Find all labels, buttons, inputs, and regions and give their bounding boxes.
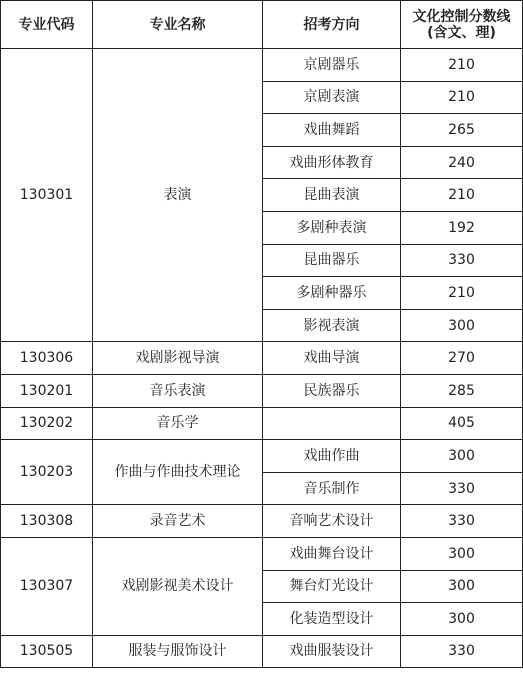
score-cell: 330 [401, 635, 523, 668]
direction-cell: 戏曲形体教育 [263, 146, 401, 179]
direction-cell [263, 407, 401, 440]
direction-cell: 戏曲服装设计 [263, 635, 401, 668]
header-score-line2: (含文、理) [427, 24, 496, 41]
table-row [1, 537, 523, 570]
direction-cell: 京剧器乐 [263, 49, 401, 82]
direction-cell: 戏曲舞蹈 [263, 114, 401, 147]
header-score-line1: 文化控制分数线 [412, 8, 511, 25]
major-code-cell: 130201 [1, 374, 93, 407]
major-code-cell: 130301 [1, 49, 93, 342]
major-name-cell: 音乐表演 [93, 374, 263, 407]
major-code-cell: 130203 [1, 440, 93, 505]
direction-cell: 多剧种表演 [263, 211, 401, 244]
header-name: 专业名称 [93, 1, 263, 49]
table-header-row [1, 1, 523, 49]
table-row [1, 49, 523, 82]
score-cell: 300 [401, 537, 523, 570]
table-row [1, 374, 523, 407]
header-code: 专业代码 [1, 1, 93, 49]
score-cell: 300 [401, 440, 523, 473]
score-cell: 192 [401, 211, 523, 244]
score-cell: 240 [401, 146, 523, 179]
direction-cell: 化装造型设计 [263, 603, 401, 636]
score-cell: 300 [401, 603, 523, 636]
score-cell: 210 [401, 277, 523, 310]
direction-cell: 戏曲作曲 [263, 440, 401, 473]
direction-cell: 昆曲器乐 [263, 244, 401, 277]
direction-cell: 音乐制作 [263, 472, 401, 505]
major-name-cell: 录音艺术 [93, 505, 263, 538]
major-name-cell: 服装与服饰设计 [93, 635, 263, 668]
score-cell: 300 [401, 570, 523, 603]
score-cell: 330 [401, 472, 523, 505]
direction-cell: 多剧种器乐 [263, 277, 401, 310]
direction-cell: 戏曲导演 [263, 342, 401, 375]
score-cell: 210 [401, 81, 523, 114]
major-name-cell: 戏剧影视美术设计 [93, 537, 263, 635]
major-code-cell: 130505 [1, 635, 93, 668]
direction-cell: 影视表演 [263, 309, 401, 342]
direction-cell: 舞台灯光设计 [263, 570, 401, 603]
score-cell: 330 [401, 505, 523, 538]
major-code-cell: 130202 [1, 407, 93, 440]
table-row [1, 342, 523, 375]
table-row [1, 635, 523, 668]
table-row [1, 407, 523, 440]
table-body [1, 49, 523, 668]
major-name-cell: 音乐学 [93, 407, 263, 440]
table-row [1, 505, 523, 538]
header-score [401, 1, 523, 49]
major-code-cell: 130308 [1, 505, 93, 538]
score-cell: 285 [401, 374, 523, 407]
major-code-cell: 130306 [1, 342, 93, 375]
score-cell: 270 [401, 342, 523, 375]
direction-cell: 音响艺术设计 [263, 505, 401, 538]
score-cell: 265 [401, 114, 523, 147]
major-name-cell: 作曲与作曲技术理论 [93, 440, 263, 505]
score-cell: 330 [401, 244, 523, 277]
score-cell: 210 [401, 179, 523, 212]
direction-cell: 戏曲舞台设计 [263, 537, 401, 570]
score-cell: 300 [401, 309, 523, 342]
score-cell: 210 [401, 49, 523, 82]
direction-cell: 京剧表演 [263, 81, 401, 114]
direction-cell: 民族器乐 [263, 374, 401, 407]
major-name-cell: 戏剧影视导演 [93, 342, 263, 375]
major-name-cell: 表演 [93, 49, 263, 342]
direction-cell: 昆曲表演 [263, 179, 401, 212]
table-row [1, 440, 523, 473]
score-cell: 405 [401, 407, 523, 440]
header-direction: 招考方向 [263, 1, 401, 49]
major-code-cell: 130307 [1, 537, 93, 635]
